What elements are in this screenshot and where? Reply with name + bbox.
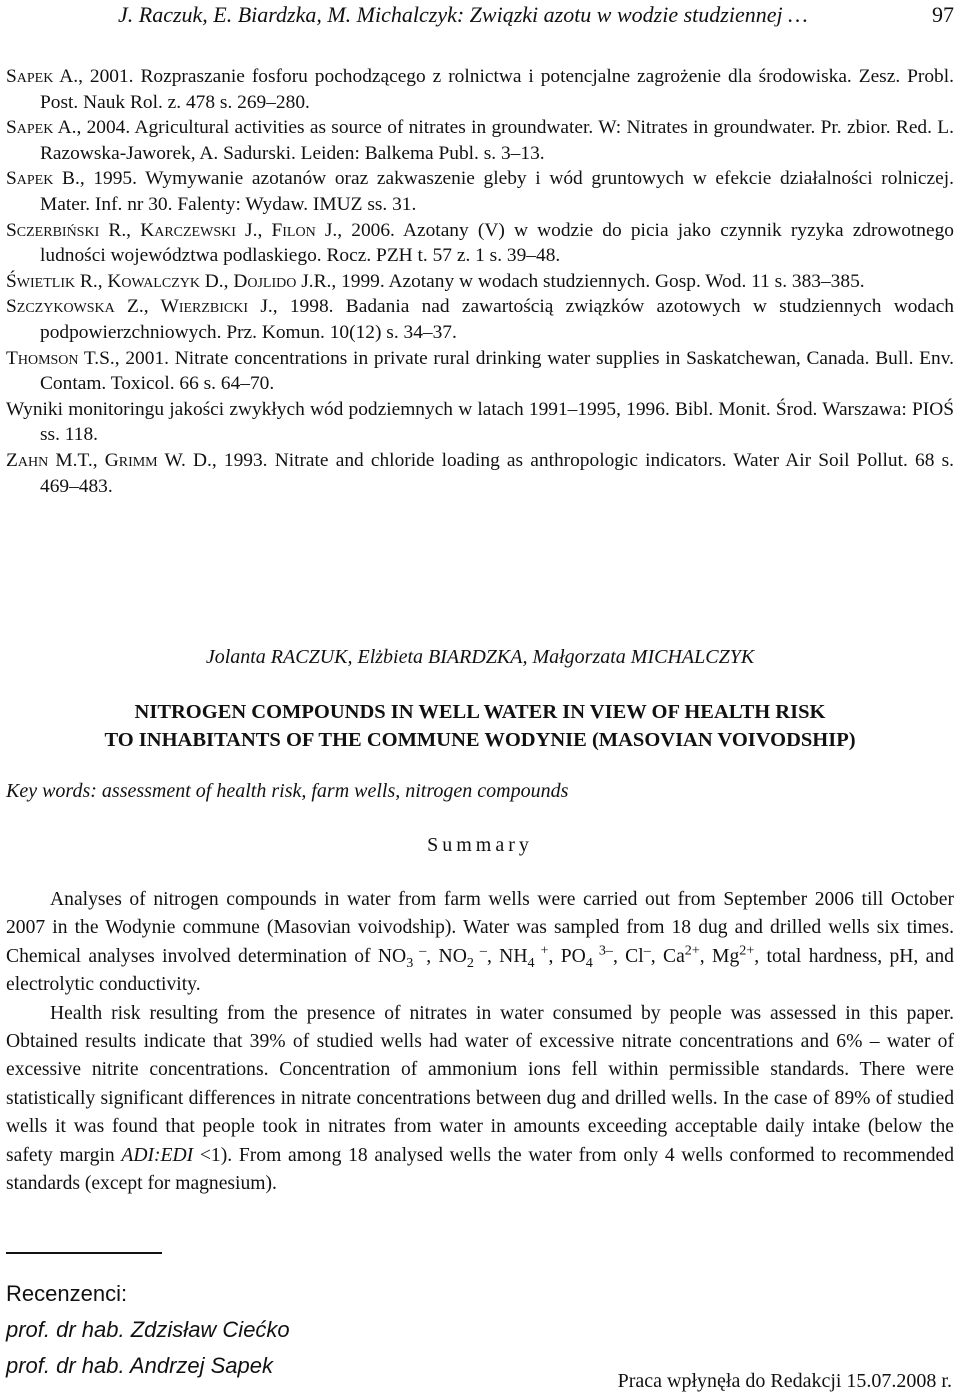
reference-author: Sapek A.	[6, 66, 79, 87]
reference-item	[6, 64, 954, 115]
article-authors: Jolanta RACZUK, Elżbieta BIARDZKA, Małgorzata MICHALCZYK	[205, 646, 755, 668]
reference-author: Zahn M.T., Grimm W. D.	[6, 449, 212, 471]
reference-author: Sapek B.	[6, 168, 80, 190]
summary-heading: Summary	[427, 834, 533, 856]
reference-author: Sczerbiński R., Karczewski J., Filon J.	[6, 219, 338, 241]
reference-item	[6, 269, 954, 295]
abstract-paragraph-1	[6, 886, 954, 1000]
reviewer-1: prof. dr hab. Zdzisław Ciećko	[6, 1317, 290, 1342]
reference-text: , 2004. Agricultural activities as source of nitrates in groundwater. W: Nitrates in groundwater. Pr. zbior. Red. L. Razowska-Jaworek, A. Sadurski. Leiden: Balkema Publ. s. 3–13.	[40, 117, 954, 164]
title-line-2: TO INHABITANTS OF THE COMMUNE WODYNIE (MASOVIAN VOIVODSHIP)	[104, 729, 856, 751]
article-title	[0, 698, 960, 754]
reference-item	[6, 115, 954, 166]
received-date: Praca wpłynęła do Redakcji 15.07.2008 r.	[617, 1370, 952, 1392]
footnote-divider	[6, 1252, 162, 1254]
reference-text: , 2001. Nitrate concentrations in private rural drinking water supplies in Saskatchewan, Canada. Bull. Env. Contam. Toxicol. 66 s. 64–70.	[40, 347, 954, 395]
reference-text: , 1999. Azotany w wodach studziennych. Gosp. Wod. 11 s. 383–385.	[331, 270, 865, 292]
chemical-formulas: $NO_3$ –, $NO_2$ –, $NH_4$ +, $PO_4$ $^{3-}$, Cl–, $Ca^{2+}$, $Mg^{2+}$	[377, 942, 755, 971]
page-number: 97	[932, 2, 954, 27]
abstract-p2-tail: <1). From among 18 analysed wells the water from only 4 wells conformed to recommended standards (except for magnesium).	[6, 1144, 955, 1195]
reviewer-2: prof. dr hab. Andrzej Sapek	[6, 1353, 274, 1378]
running-title: J. Raczuk, E. Biardzka, M. Michalczyk: Związki azotu w wodzie studziennej …	[118, 2, 808, 27]
reference-author: Thomson T.S.	[6, 347, 115, 369]
reference-item	[6, 218, 954, 269]
reference-list	[6, 64, 954, 499]
title-line-1: NITROGEN COMPOUNDS IN WELL WATER IN VIEW OF HEALTH RISK	[134, 701, 826, 723]
abstract	[6, 886, 954, 1198]
reference-text: , 1995. Wymywanie azotanów oraz zakwaszenie gleby i wód gruntowych w efekcie działalności rolniczej. Mater. Inf. nr 30. Falenty: Wydaw. IMUZ ss. 31.	[40, 168, 954, 215]
reference-item	[6, 294, 954, 345]
keywords: Key words: assessment of health risk, farm wells, nitrogen compounds	[6, 780, 569, 802]
reference-item	[6, 448, 954, 499]
reference-text: Wyniki monitoringu jakości zwykłych wód podziemnych w latach 1991–1995, 1996. Bibl. Monit. Środ. Warszawa: PIOŚ ss. 118.	[6, 398, 954, 446]
abstract-p2-text: Health risk resulting from the presence of nitrates in water consumed by people was assessed in this paper. Obtained results indicate that 39% of studied wells had water of excessive nitrate concentrations and 6% – water of excessive nitrite concentrations. Concentration of ammonium ions fell within permissible standards. There were statistically significant differences in nitrate concentrations between dug and drilled wells. In the case of 89% of studied wells it was found that people took in nitrates from water in amounts exceeding acceptable daily intake (below the safety margin	[6, 1002, 954, 1166]
reference-text: , 2001. Rozpraszanie fosforu pochodzącego z rolnictwa i potencjalne zagrożenie dla środowiska. Zesz. Probl. Post. Nauk Rol. z. 478 s. 269–280.	[40, 66, 954, 113]
reference-text: , 1993. Nitrate and chloride loading as anthropologic indicators. Water Air Soil Pollut. 68 s. 469–483.	[40, 449, 954, 497]
reference-author: Szczykowska Z., Wierzbicki J.	[6, 296, 273, 318]
abstract-p1-tail: , total hardness, pH, and electrolytic conductivity.	[6, 945, 954, 996]
adi-edi-term: ADI:EDI	[121, 1144, 194, 1166]
reference-item	[6, 397, 954, 448]
reviewers-label: Recenzenci:	[6, 1281, 128, 1306]
reference-author: Świetlik R., Kowalczyk D., Dojlido J.R.	[6, 270, 332, 292]
reference-text: , 2006. Azotany (V) w wodzie do picia jako czynnik ryzyka zdrowotnego ludności województwa podlaskiego. Rocz. PZH t. 57 z. 1 s. 39–48.	[40, 219, 954, 267]
reference-item	[6, 166, 954, 217]
reviewers-block	[6, 1276, 290, 1384]
abstract-paragraph-2	[6, 1000, 954, 1199]
running-header	[118, 2, 954, 28]
reference-author: Sapek A.	[6, 117, 77, 139]
reference-text: , 1998. Badania nad zawartością związków azotowych w studziennych wodach podpowierzchniowych. Prz. Komun. 10(12) s. 34–37.	[40, 296, 955, 343]
reference-item	[6, 346, 954, 397]
abstract-p1-text: Analyses of nitrogen compounds in water from farm wells were carried out from September 2006 till October 2007 in the Wodynie commune (Masovian voivodship). Water was sampled from 18 dug and drilled wells six times. Chemical analyses involved determination of	[6, 889, 954, 967]
